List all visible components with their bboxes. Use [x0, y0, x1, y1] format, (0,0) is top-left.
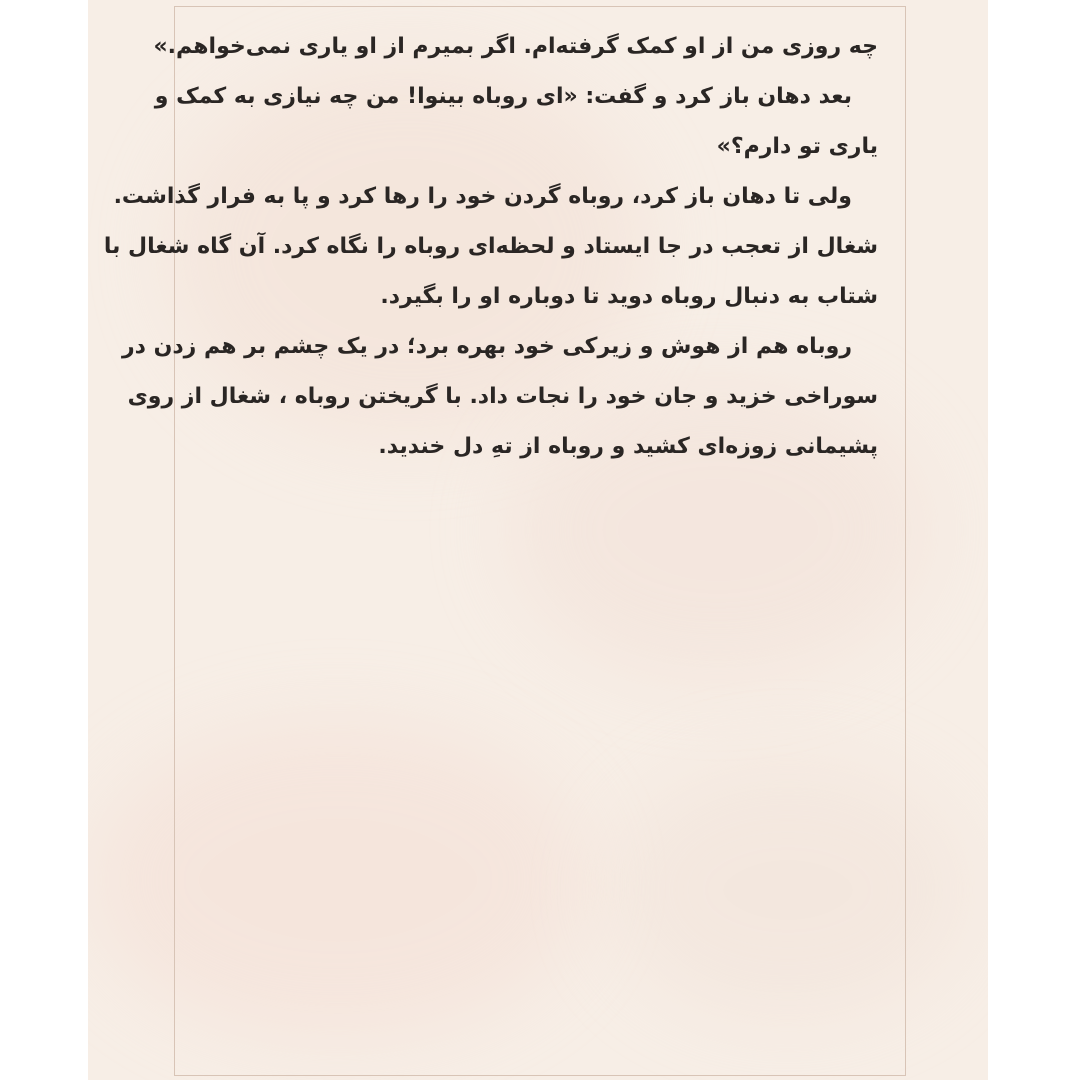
- text-line: بعد دهان باز کرد و گفت: «ای روباه بینوا! من چه نیازی به کمک و: [154, 84, 852, 109]
- text-line: روباه هم از هوش و زیرکی خود بهره برد؛ در یک چشم بر هم زدن در: [122, 334, 852, 359]
- text-line: یاری تو دارم؟»: [716, 134, 878, 159]
- text-line: ولی تا دهان باز کرد، روباه گردن خود را رها کرد و پا به فرار گذاشت.: [113, 184, 852, 209]
- text-line: چه روزی من از او کمک گرفته‌ام. اگر بمیرم از او یاری نمی‌خواهم.»: [153, 34, 878, 59]
- text-line: شغال از تعجب در جا ایستاد و لحظه‌ای روباه را نگاه کرد. آن گاه شغال با: [103, 234, 878, 259]
- text-line: سوراخی خزید و جان خود را نجات داد. با گریختن روباه ، شغال از روی: [127, 384, 878, 409]
- book-page: [88, 0, 988, 1080]
- text-line: شتاب به دنبال روباه دوید تا دوباره او را بگیرد.: [380, 284, 878, 309]
- story-text: [103, 22, 878, 472]
- text-line: پشیمانی زوزه‌ای کشید و روباه از تهِ دل خندید.: [378, 434, 878, 459]
